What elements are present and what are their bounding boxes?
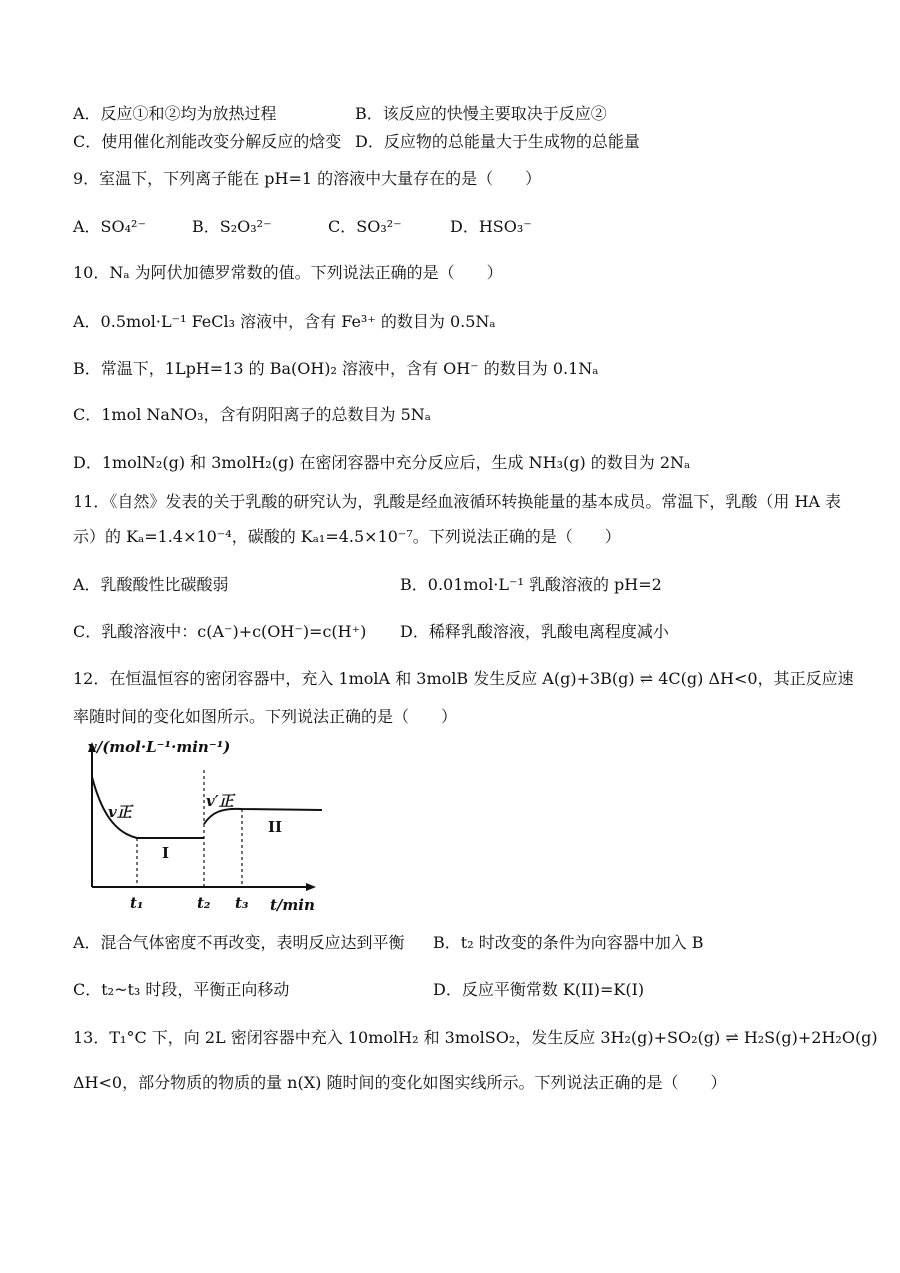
y-axis-label: v/(mol·L⁻¹·min⁻¹) bbox=[88, 738, 231, 756]
q9-stem: 9．室温下，下列离子能在 pH=1 的溶液中大量存在的是（ ） bbox=[73, 169, 542, 188]
q9-option-d: D．HSO₃⁻ bbox=[450, 217, 532, 236]
q8-option-d: D．反应物的总能量大于生成物的总能量 bbox=[355, 132, 640, 151]
q11-option-d: D．稀释乳酸溶液，乳酸电离程度减小 bbox=[400, 622, 669, 641]
q10-option-d: D．1molN₂(g) 和 3molH₂(g) 在密闭容器中充分反应后，生成 NH₃(g) 的数目为 2Nₐ bbox=[73, 453, 691, 472]
q12-stem-line1: 12．在恒温恒容的密闭容器中，充入 1molA 和 3molB 发生反应 A(g)+3B(g) ⇌ 4C(g) ΔH<0，其正反应速 bbox=[73, 669, 854, 688]
curve-region-2 bbox=[204, 809, 322, 824]
q8-option-a: A．反应①和②均为放热过程 bbox=[73, 104, 277, 123]
t2-label: t₂ bbox=[197, 894, 211, 912]
q13-stem-line2: ΔH<0，部分物质的物质的量 n(X) 随时间的变化如图实线所示。下列说法正确的是（ ） bbox=[73, 1073, 727, 1092]
q10-option-b: B．常温下，1LpH=13 的 Ba(OH)₂ 溶液中，含有 OH⁻ 的数目为 0.1Nₐ bbox=[73, 359, 599, 378]
q13-stem-line1: 13．T₁°C 下，向 2L 密闭容器中充入 10molH₂ 和 3molSO₂，发生反应 3H₂(g)+SO₂(g) ⇌ H₂S(g)+2H₂O(g) bbox=[73, 1028, 878, 1047]
q9-option-b: B．S₂O₃²⁻ bbox=[192, 217, 272, 236]
q9-option-a: A．SO₄²⁻ bbox=[73, 217, 146, 236]
q12-option-c: C．t₂~t₃ 时段，平衡正向移动 bbox=[73, 980, 290, 999]
q12-rate-graph bbox=[82, 732, 332, 914]
q11-option-b: B．0.01mol·L⁻¹ 乳酸溶液的 pH=2 bbox=[400, 575, 662, 594]
curve1-label: v正 bbox=[108, 803, 132, 821]
region-1-label: I bbox=[162, 844, 170, 862]
x-axis-label: t/min bbox=[270, 896, 315, 914]
t3-label: t₃ bbox=[235, 894, 249, 912]
x-axis-arrow bbox=[306, 883, 316, 891]
region-2-label: II bbox=[268, 818, 283, 836]
q8-option-c: C．使用催化剂能改变分解反应的焓变 bbox=[73, 132, 342, 151]
q12-option-b: B．t₂ 时改变的条件为向容器中加入 B bbox=[433, 933, 704, 952]
q11-stem-line1: 11．《自然》发表的关于乳酸的研究认为，乳酸是经血液循环转换能量的基本成员。常温下，乳酸（用 HA 表 bbox=[73, 492, 842, 511]
q9-option-c: C．SO₃²⁻ bbox=[328, 217, 402, 236]
q11-option-a: A．乳酸酸性比碳酸弱 bbox=[73, 575, 229, 594]
q10-option-c: C．1mol NaNO₃，含有阴阳离子的总数目为 5Nₐ bbox=[73, 405, 431, 424]
q12-option-d: D．反应平衡常数 K(II)=K(I) bbox=[433, 980, 645, 999]
t1-label: t₁ bbox=[130, 894, 144, 912]
q11-option-c: C．乳酸溶液中：c(A⁻)+c(OH⁻)=c(H⁺) bbox=[73, 622, 367, 641]
q12-option-a: A．混合气体密度不再改变，表明反应达到平衡 bbox=[73, 933, 405, 952]
curve2-label: v′正 bbox=[206, 792, 234, 810]
q10-option-a: A．0.5mol·L⁻¹ FeCl₃ 溶液中，含有 Fe³⁺ 的数目为 0.5Nₐ bbox=[73, 312, 496, 331]
q10-stem: 10．Nₐ 为阿伏加德罗常数的值。下列说法正确的是（ ） bbox=[73, 263, 503, 282]
q8-option-b: B．该反应的快慢主要取决于反应② bbox=[355, 104, 607, 123]
q11-stem-line2: 示）的 Kₐ=1.4×10⁻⁴，碳酸的 Kₐ₁=4.5×10⁻⁷。下列说法正确的是（ ） bbox=[73, 527, 621, 546]
q12-stem-line2: 率随时间的变化如图所示。下列说法正确的是（ ） bbox=[73, 707, 458, 726]
